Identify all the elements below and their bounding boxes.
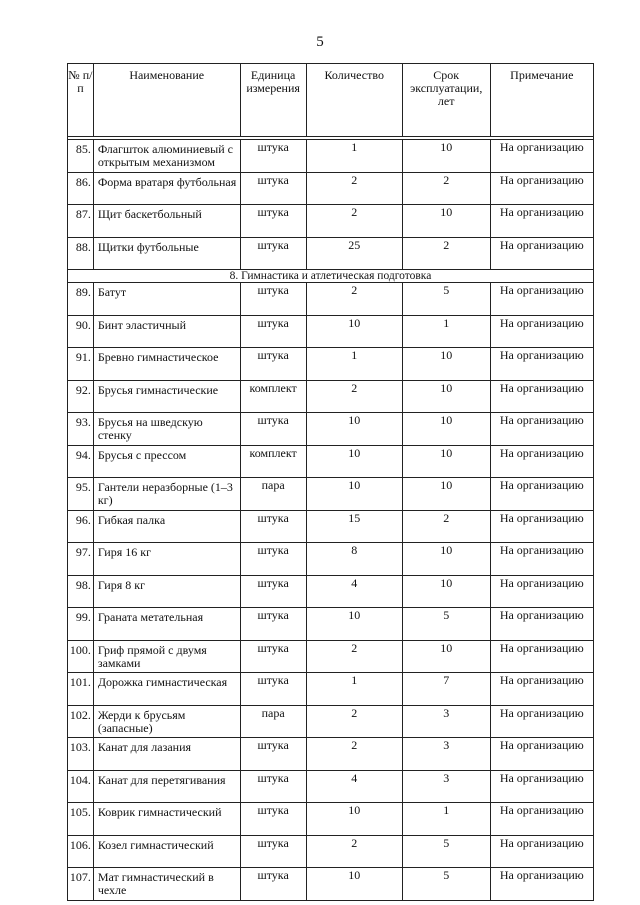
cell-name: Жерди к брусьям (запасные) <box>93 705 240 738</box>
header-qty: Количество <box>306 64 402 137</box>
cell-term: 10 <box>402 640 490 673</box>
cell-term: 5 <box>402 283 490 316</box>
cell-term: 10 <box>402 205 490 238</box>
cell-name: Канат для лазания <box>93 738 240 771</box>
cell-name: Форма вратаря футбольная <box>93 172 240 205</box>
section-row <box>68 270 594 283</box>
cell-unit: пара <box>240 705 306 738</box>
cell-num: 103. <box>68 738 94 771</box>
cell-note: На организацию <box>490 413 593 446</box>
header-note: Примечание <box>490 64 593 137</box>
cell-qty: 10 <box>306 868 402 901</box>
cell-unit: штука <box>240 413 306 446</box>
cell-unit: комплект <box>240 445 306 478</box>
cell-qty: 10 <box>306 315 402 348</box>
cell-num: 102. <box>68 705 94 738</box>
cell-qty: 4 <box>306 770 402 803</box>
cell-note: На организацию <box>490 640 593 673</box>
cell-unit: штука <box>240 835 306 868</box>
cell-num: 85. <box>68 140 94 173</box>
cell-qty: 2 <box>306 835 402 868</box>
cell-unit: штука <box>240 315 306 348</box>
cell-name: Бинт эластичный <box>93 315 240 348</box>
cell-num: 93. <box>68 413 94 446</box>
cell-qty: 10 <box>306 445 402 478</box>
cell-num: 95. <box>68 478 94 511</box>
table-row <box>68 348 594 381</box>
cell-qty: 4 <box>306 575 402 608</box>
cell-unit: комплект <box>240 380 306 413</box>
cell-qty: 2 <box>306 738 402 771</box>
table-row <box>68 380 594 413</box>
cell-num: 88. <box>68 237 94 270</box>
page-number: 5 <box>316 34 324 50</box>
cell-term: 1 <box>402 803 490 836</box>
table-row <box>68 315 594 348</box>
cell-qty: 1 <box>306 673 402 706</box>
cell-unit: штука <box>240 770 306 803</box>
cell-unit: пара <box>240 478 306 511</box>
cell-qty: 10 <box>306 413 402 446</box>
cell-num: 87. <box>68 205 94 238</box>
table-header-row <box>68 64 594 137</box>
cell-num: 86. <box>68 172 94 205</box>
table-row <box>68 770 594 803</box>
table-row <box>68 510 594 543</box>
table-row <box>68 205 594 238</box>
header-num: № п/п <box>68 64 94 137</box>
cell-unit: штука <box>240 868 306 901</box>
cell-num: 94. <box>68 445 94 478</box>
cell-term: 10 <box>402 140 490 173</box>
cell-note: На организацию <box>490 348 593 381</box>
cell-qty: 2 <box>306 172 402 205</box>
cell-name: Брусья с прессом <box>93 445 240 478</box>
cell-term: 10 <box>402 413 490 446</box>
equipment-table <box>67 63 594 901</box>
table-row <box>68 738 594 771</box>
cell-unit: штука <box>240 348 306 381</box>
cell-unit: штука <box>240 803 306 836</box>
cell-note: На организацию <box>490 770 593 803</box>
cell-name: Щитки футбольные <box>93 237 240 270</box>
cell-name: Канат для перетягивания <box>93 770 240 803</box>
cell-name: Щит баскетбольный <box>93 205 240 238</box>
cell-unit: штука <box>240 543 306 576</box>
cell-note: На организацию <box>490 543 593 576</box>
cell-note: На организацию <box>490 835 593 868</box>
cell-note: На организацию <box>490 510 593 543</box>
cell-qty: 2 <box>306 705 402 738</box>
cell-unit: штука <box>240 140 306 173</box>
cell-note: На организацию <box>490 673 593 706</box>
cell-note: На организацию <box>490 738 593 771</box>
table-row <box>68 868 594 901</box>
cell-unit: штука <box>240 510 306 543</box>
cell-term: 2 <box>402 237 490 270</box>
table-row <box>68 445 594 478</box>
table-row <box>68 640 594 673</box>
cell-num: 99. <box>68 608 94 641</box>
cell-unit: штука <box>240 608 306 641</box>
table-row <box>68 543 594 576</box>
cell-num: 105. <box>68 803 94 836</box>
cell-num: 97. <box>68 543 94 576</box>
table-row <box>68 283 594 316</box>
cell-note: На организацию <box>490 803 593 836</box>
cell-name: Флагшток алюминиевый с открытым механизмом <box>93 140 240 173</box>
cell-qty: 2 <box>306 640 402 673</box>
cell-qty: 15 <box>306 510 402 543</box>
cell-note: На организацию <box>490 380 593 413</box>
cell-num: 96. <box>68 510 94 543</box>
cell-note: На организацию <box>490 608 593 641</box>
header-name: Наименование <box>93 64 240 137</box>
table-row <box>68 237 594 270</box>
cell-note: На организацию <box>490 283 593 316</box>
cell-note: На организацию <box>490 705 593 738</box>
cell-qty: 2 <box>306 283 402 316</box>
table-row <box>68 478 594 511</box>
cell-name: Коврик гимнастический <box>93 803 240 836</box>
cell-unit: штука <box>240 205 306 238</box>
cell-term: 3 <box>402 705 490 738</box>
header-term: Срок эксплуатации, лет <box>402 64 490 137</box>
section-title: 8. Гимнастика и атлетическая подготовка <box>68 270 594 283</box>
cell-note: На организацию <box>490 868 593 901</box>
cell-num: 104. <box>68 770 94 803</box>
cell-num: 98. <box>68 575 94 608</box>
cell-qty: 1 <box>306 140 402 173</box>
cell-qty: 10 <box>306 803 402 836</box>
cell-name: Бревно гимнастическое <box>93 348 240 381</box>
cell-note: На организацию <box>490 140 593 173</box>
cell-qty: 1 <box>306 348 402 381</box>
table-row <box>68 172 594 205</box>
cell-note: На организацию <box>490 478 593 511</box>
header-unit: Единица измерения <box>240 64 306 137</box>
cell-unit: штука <box>240 575 306 608</box>
table-row <box>68 705 594 738</box>
cell-qty: 8 <box>306 543 402 576</box>
table-body <box>68 137 594 901</box>
cell-term: 3 <box>402 770 490 803</box>
cell-note: На организацию <box>490 445 593 478</box>
cell-note: На организацию <box>490 172 593 205</box>
cell-qty: 2 <box>306 380 402 413</box>
cell-name: Батут <box>93 283 240 316</box>
table-row <box>68 835 594 868</box>
cell-qty: 10 <box>306 608 402 641</box>
cell-note: На организацию <box>490 315 593 348</box>
cell-unit: штука <box>240 640 306 673</box>
cell-name: Брусья на шведскую стенку <box>93 413 240 446</box>
cell-term: 1 <box>402 315 490 348</box>
cell-note: На организацию <box>490 205 593 238</box>
cell-name: Гибкая палка <box>93 510 240 543</box>
cell-term: 10 <box>402 380 490 413</box>
cell-unit: штука <box>240 673 306 706</box>
cell-term: 10 <box>402 575 490 608</box>
cell-term: 3 <box>402 738 490 771</box>
cell-num: 90. <box>68 315 94 348</box>
cell-name: Гантели неразборные (1–3 кг) <box>93 478 240 511</box>
cell-name: Мат гимнастический в чехле <box>93 868 240 901</box>
cell-qty: 10 <box>306 478 402 511</box>
cell-term: 5 <box>402 868 490 901</box>
cell-term: 7 <box>402 673 490 706</box>
cell-num: 101. <box>68 673 94 706</box>
cell-name: Гиря 8 кг <box>93 575 240 608</box>
table-row <box>68 608 594 641</box>
cell-term: 10 <box>402 348 490 381</box>
cell-term: 5 <box>402 835 490 868</box>
cell-unit: штука <box>240 283 306 316</box>
cell-name: Дорожка гимнастическая <box>93 673 240 706</box>
cell-unit: штука <box>240 237 306 270</box>
cell-num: 92. <box>68 380 94 413</box>
cell-term: 10 <box>402 543 490 576</box>
cell-term: 5 <box>402 608 490 641</box>
cell-term: 10 <box>402 478 490 511</box>
cell-num: 89. <box>68 283 94 316</box>
cell-unit: штука <box>240 738 306 771</box>
cell-qty: 2 <box>306 205 402 238</box>
cell-term: 2 <box>402 172 490 205</box>
cell-term: 10 <box>402 445 490 478</box>
table-row <box>68 140 594 173</box>
cell-note: На организацию <box>490 575 593 608</box>
cell-name: Гиря 16 кг <box>93 543 240 576</box>
cell-name: Граната метательная <box>93 608 240 641</box>
cell-num: 91. <box>68 348 94 381</box>
cell-num: 100. <box>68 640 94 673</box>
cell-note: На организацию <box>490 237 593 270</box>
table-row <box>68 575 594 608</box>
cell-qty: 25 <box>306 237 402 270</box>
cell-unit: штука <box>240 172 306 205</box>
table-row <box>68 413 594 446</box>
cell-num: 107. <box>68 868 94 901</box>
cell-name: Брусья гимнастические <box>93 380 240 413</box>
table-row <box>68 803 594 836</box>
cell-name: Козел гимнастический <box>93 835 240 868</box>
cell-name: Гриф прямой с двумя замками <box>93 640 240 673</box>
cell-term: 2 <box>402 510 490 543</box>
table-row <box>68 673 594 706</box>
cell-num: 106. <box>68 835 94 868</box>
